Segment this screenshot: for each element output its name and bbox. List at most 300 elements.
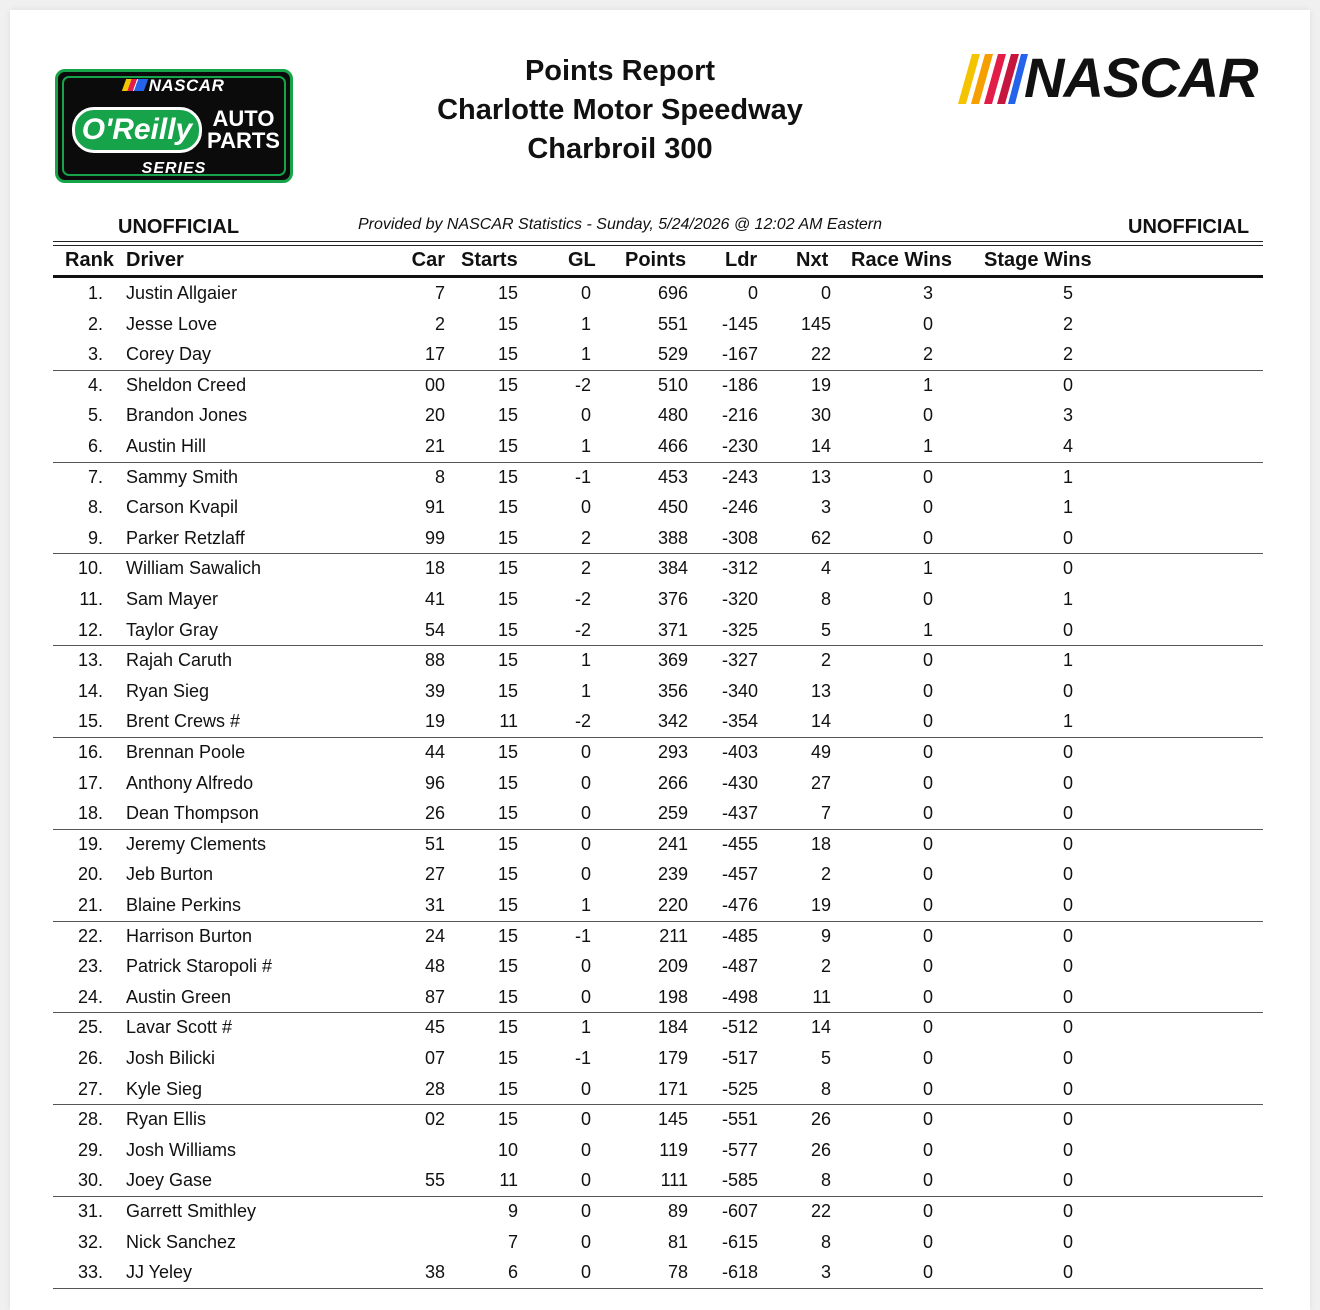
cell-gl: -2 (574, 619, 591, 640)
cell-stage-wins: 1 (1062, 589, 1073, 609)
cell-race-wins: 2 (922, 344, 933, 365)
cell-car: 18 (424, 558, 445, 579)
cell-gl: -2 (574, 711, 591, 732)
col-stage-wins: Stage Wins (984, 249, 1092, 271)
cell-rank: 8. (87, 497, 103, 518)
col-nxt: Nxt (796, 249, 829, 271)
cell-points: 293 (657, 742, 688, 762)
cell-points: 369 (657, 650, 688, 671)
cell-points: 342 (657, 711, 688, 732)
cell-stage-wins: 0 (1062, 558, 1073, 579)
cell-stage-wins: 0 (1062, 680, 1073, 701)
cell-stage-wins: 4 (1062, 436, 1073, 456)
table-row (53, 584, 1263, 615)
cell-starts: 15 (497, 436, 518, 456)
cell-ldr: -607 (721, 1201, 758, 1221)
table-row (53, 615, 1263, 647)
table-row (53, 462, 1263, 493)
cell-nxt: 8 (820, 1078, 831, 1099)
cell-driver: Ryan Ellis (126, 1109, 207, 1130)
report-title: Points Report (524, 55, 716, 87)
cell-car: 88 (424, 650, 445, 671)
table-row (53, 951, 1263, 982)
cell-race-wins: 0 (922, 895, 933, 915)
cell-driver: Harrison Burton (126, 925, 253, 946)
cell-car: 07 (424, 1048, 445, 1068)
cell-ldr: -577 (721, 1139, 758, 1160)
cell-car: 39 (424, 680, 445, 701)
cell-stage-wins: 2 (1062, 344, 1073, 365)
cell-driver: Austin Green (126, 986, 232, 1007)
cell-points: 510 (657, 374, 688, 395)
cell-gl: 0 (580, 1109, 591, 1130)
cell-driver: Josh Williams (126, 1139, 237, 1160)
table-header (53, 247, 1263, 278)
cell-nxt: 4 (820, 558, 831, 579)
cell-race-wins: 0 (922, 711, 933, 732)
cell-gl: 0 (580, 742, 591, 762)
cell-driver: Justin Allgaier (126, 283, 238, 303)
cell-driver: Brandon Jones (126, 405, 248, 426)
cell-driver: Josh Bilicki (126, 1048, 216, 1068)
cell-car: 28 (424, 1078, 445, 1099)
logo-nascar-text: NASCAR (148, 76, 225, 95)
cell-starts: 15 (497, 680, 518, 701)
cell-race-wins: 0 (922, 803, 933, 824)
cell-points: 529 (657, 344, 688, 365)
cell-starts: 15 (497, 344, 518, 365)
cell-race-wins: 0 (922, 772, 933, 793)
cell-points: 259 (657, 803, 688, 824)
cell-points: 356 (657, 680, 688, 701)
cell-race-wins: 0 (922, 589, 933, 609)
cell-gl: 0 (580, 803, 591, 824)
cell-stage-wins: 0 (1062, 1201, 1073, 1221)
cell-gl: 2 (580, 527, 591, 548)
cell-race-wins: 0 (922, 1078, 933, 1099)
cell-rank: 12. (77, 619, 103, 640)
cell-driver: Brent Crews # (126, 711, 241, 732)
cell-points: 220 (657, 895, 688, 915)
cell-nxt: 13 (810, 466, 831, 487)
cell-race-wins: 0 (922, 466, 933, 487)
cell-rank: 30. (77, 1170, 103, 1191)
cell-starts: 11 (499, 711, 518, 732)
cell-car: 2 (434, 313, 445, 334)
cell-starts: 15 (497, 466, 518, 487)
col-race-wins: Race Wins (851, 249, 952, 271)
cell-race-wins: 0 (922, 1201, 933, 1221)
cell-starts: 15 (497, 803, 518, 824)
table-row (53, 339, 1263, 371)
cell-starts: 15 (497, 772, 518, 793)
table-row (53, 523, 1263, 555)
cell-starts: 15 (497, 558, 518, 579)
cell-stage-wins: 0 (1062, 1231, 1073, 1252)
table-row (53, 859, 1263, 890)
cell-starts: 9 (507, 1201, 518, 1221)
cell-rank: 24. (77, 986, 103, 1007)
cell-stage-wins: 5 (1062, 283, 1073, 303)
cell-points: 81 (667, 1231, 688, 1252)
cell-car: 31 (424, 895, 445, 915)
cell-nxt: 14 (810, 711, 831, 732)
cell-stage-wins: 0 (1062, 1048, 1073, 1068)
cell-rank: 9. (87, 527, 103, 548)
table-row (53, 492, 1263, 523)
cell-driver: Patrick Staropoli # (126, 956, 273, 977)
cell-stage-wins: 0 (1062, 956, 1073, 977)
cell-driver: Sam Mayer (126, 589, 219, 609)
points-report-page (10, 10, 1310, 1310)
col-car: Car (411, 249, 445, 271)
cell-starts: 15 (497, 650, 518, 671)
cell-race-wins: 0 (922, 833, 933, 854)
cell-ldr: -312 (721, 558, 758, 579)
cell-nxt: 8 (820, 589, 831, 609)
cell-gl: 1 (580, 680, 591, 701)
cell-car: 45 (424, 1017, 445, 1038)
cell-starts: 15 (497, 1078, 518, 1099)
cell-race-wins: 0 (922, 864, 933, 885)
cell-car: 02 (424, 1109, 445, 1130)
cell-car: 26 (424, 803, 445, 824)
cell-driver: Taylor Gray (126, 619, 219, 640)
cell-starts: 15 (497, 742, 518, 762)
table-row (53, 1165, 1263, 1197)
table-row (53, 1074, 1263, 1106)
cell-rank: 10. (77, 558, 103, 579)
cell-starts: 15 (497, 589, 518, 609)
cell-points: 179 (657, 1048, 688, 1068)
cell-rank: 31. (77, 1201, 103, 1221)
provided-by-line: Provided by NASCAR Statistics - Sunday, 5/24/2026 @ 12:02 AM Eastern (357, 216, 883, 233)
table-row (53, 645, 1263, 676)
cell-ldr: -457 (721, 864, 758, 885)
cell-starts: 7 (507, 1231, 518, 1252)
cell-car: 87 (424, 986, 445, 1007)
cell-nxt: 22 (810, 1201, 831, 1221)
header-rule-2 (53, 245, 1263, 246)
cell-race-wins: 0 (922, 925, 933, 946)
race-name: Charbroil 300 (527, 133, 713, 165)
cell-gl: 0 (580, 1139, 591, 1160)
cell-race-wins: 0 (922, 1139, 933, 1160)
cell-driver: Austin Hill (126, 436, 207, 456)
table-row (53, 890, 1263, 922)
logo-oreilly-text: O'Reilly (72, 107, 202, 153)
cell-ldr: -476 (721, 895, 758, 915)
cell-rank: 3. (87, 344, 103, 365)
cell-stage-wins: 0 (1062, 772, 1073, 793)
cell-race-wins: 0 (922, 742, 933, 762)
cell-nxt: 30 (810, 405, 831, 426)
cell-stage-wins: 0 (1062, 986, 1073, 1007)
cell-nxt: 22 (810, 344, 831, 365)
cell-points: 376 (657, 589, 688, 609)
cell-gl: 2 (580, 558, 591, 579)
table-row (53, 278, 1263, 309)
cell-driver: Brennan Poole (126, 742, 246, 762)
cell-car: 21 (424, 436, 445, 456)
cell-rank: 27. (77, 1078, 103, 1099)
table-row (53, 676, 1263, 707)
cell-ldr: -618 (721, 1262, 758, 1283)
cell-car: 54 (424, 619, 445, 640)
cell-gl: 0 (580, 1201, 591, 1221)
report-title-block (390, 52, 850, 169)
cell-race-wins: 0 (922, 1231, 933, 1252)
cell-race-wins: 0 (922, 497, 933, 518)
cell-nxt: 0 (820, 283, 831, 303)
cell-race-wins: 1 (922, 619, 933, 640)
cell-rank: 19. (77, 833, 103, 854)
cell-gl: 0 (580, 864, 591, 885)
table-row (53, 1196, 1263, 1227)
cell-points: 388 (657, 527, 688, 548)
cell-starts: 6 (507, 1262, 518, 1283)
cell-rank: 28. (77, 1109, 103, 1130)
cell-driver: Carson Kvapil (126, 497, 239, 518)
cell-gl: 0 (580, 405, 591, 426)
cell-starts: 15 (497, 986, 518, 1007)
cell-nxt: 3 (820, 497, 831, 518)
cell-nxt: 18 (810, 833, 831, 854)
cell-points: 551 (657, 313, 688, 334)
cell-gl: 0 (580, 986, 591, 1007)
cell-driver: Sammy Smith (126, 466, 239, 487)
cell-starts: 15 (497, 1109, 518, 1130)
cell-gl: -2 (574, 589, 591, 609)
cell-car: 55 (424, 1170, 445, 1191)
cell-stage-wins: 0 (1062, 833, 1073, 854)
cell-driver: Sheldon Creed (126, 374, 247, 395)
table-row (53, 798, 1263, 830)
cell-car: 41 (424, 589, 445, 609)
cell-ldr: -485 (721, 925, 758, 946)
col-gl: GL (568, 249, 596, 271)
cell-car: 48 (424, 956, 445, 977)
cell-ldr: -512 (721, 1017, 758, 1038)
cell-driver: Anthony Alfredo (126, 772, 254, 793)
cell-rank: 6. (87, 436, 103, 456)
cell-points: 239 (657, 864, 688, 885)
cell-gl: -1 (574, 1048, 591, 1068)
cell-nxt: 2 (820, 864, 831, 885)
cell-gl: 0 (580, 1231, 591, 1252)
cell-ldr: -615 (721, 1231, 758, 1252)
cell-ldr: 0 (747, 283, 758, 303)
col-starts: Starts (461, 249, 518, 271)
cell-rank: 1. (87, 283, 103, 303)
cell-starts: 15 (497, 956, 518, 977)
cell-nxt: 145 (800, 313, 831, 334)
table-row (53, 706, 1263, 738)
cell-points: 78 (667, 1262, 688, 1283)
cell-driver: Blaine Perkins (126, 895, 242, 915)
cell-gl: 0 (580, 283, 591, 303)
cell-stage-wins: 0 (1062, 1262, 1073, 1283)
cell-race-wins: 1 (922, 558, 933, 579)
cell-points: 480 (657, 405, 688, 426)
cell-ldr: -320 (721, 589, 758, 609)
cell-points: 384 (657, 558, 688, 579)
table-row (53, 309, 1263, 340)
cell-points: 211 (659, 925, 688, 946)
cell-gl: -1 (574, 925, 591, 946)
cell-stage-wins: 0 (1062, 619, 1073, 640)
cell-nxt: 26 (810, 1109, 831, 1130)
cell-nxt: 5 (820, 619, 831, 640)
cell-driver: Corey Day (126, 344, 212, 365)
cell-points: 266 (657, 772, 688, 793)
cell-car: 19 (424, 711, 445, 732)
cell-rank: 4. (87, 374, 103, 395)
cell-ldr: -585 (721, 1170, 758, 1191)
cell-race-wins: 0 (922, 1017, 933, 1038)
cell-race-wins: 0 (922, 680, 933, 701)
cell-stage-wins: 0 (1062, 1139, 1073, 1160)
cell-rank: 22. (77, 925, 103, 946)
unofficial-label-right: UNOFFICIAL (1128, 216, 1250, 238)
table-row (53, 921, 1263, 952)
cell-driver: William Sawalich (126, 558, 262, 579)
cell-points: 696 (657, 283, 688, 303)
cell-stage-wins: 0 (1062, 1078, 1073, 1099)
cell-starts: 15 (497, 283, 518, 303)
cell-nxt: 8 (820, 1170, 831, 1191)
track-name: Charlotte Motor Speedway (437, 94, 803, 126)
cell-nxt: 2 (820, 956, 831, 977)
cell-driver: Parker Retzlaff (126, 527, 245, 548)
cell-ldr: -327 (721, 650, 758, 671)
cell-stage-wins: 0 (1062, 1017, 1073, 1038)
logo-parts-text: PARTS (207, 128, 280, 153)
cell-points: 209 (657, 956, 688, 977)
cell-race-wins: 0 (922, 527, 933, 548)
cell-car: 17 (424, 344, 445, 365)
cell-stage-wins: 0 (1062, 925, 1073, 946)
cell-race-wins: 0 (922, 650, 933, 671)
cell-nxt: 7 (820, 803, 831, 824)
cell-starts: 15 (497, 864, 518, 885)
cell-car: 24 (424, 925, 445, 946)
logo-auto-text: AUTO (212, 106, 275, 131)
cell-ldr: -216 (721, 405, 758, 426)
table-row (53, 737, 1263, 768)
table-row (53, 768, 1263, 799)
cell-gl: 0 (580, 497, 591, 518)
cell-nxt: 19 (810, 374, 831, 395)
cell-car: 96 (424, 772, 445, 793)
cell-starts: 10 (497, 1139, 518, 1160)
nascar-logo (958, 46, 1258, 110)
cell-rank: 14. (77, 680, 103, 701)
oreilly-series-logo (55, 69, 293, 183)
cell-stage-wins: 1 (1062, 466, 1073, 487)
col-rank: Rank (65, 249, 114, 271)
cell-driver: Garrett Smithley (126, 1201, 257, 1221)
cell-starts: 15 (497, 405, 518, 426)
cell-stage-wins: 0 (1062, 527, 1073, 548)
table-row (53, 1043, 1263, 1074)
nascar-wordmark: NASCAR (1024, 46, 1258, 109)
cell-ldr: -487 (721, 956, 758, 977)
cell-points: 184 (657, 1017, 688, 1038)
cell-points: 145 (657, 1109, 688, 1130)
cell-stage-wins: 0 (1062, 742, 1073, 762)
cell-gl: 0 (580, 956, 591, 977)
cell-driver: JJ Yeley (126, 1262, 193, 1283)
cell-starts: 15 (497, 527, 518, 548)
cell-ldr: -430 (721, 772, 758, 793)
cell-nxt: 14 (810, 1017, 831, 1038)
cell-ldr: -167 (721, 344, 758, 365)
cell-ldr: -551 (721, 1109, 758, 1130)
cell-rank: 13. (77, 650, 103, 671)
cell-stage-wins: 3 (1062, 405, 1073, 426)
cell-nxt: 8 (820, 1231, 831, 1252)
cell-stage-wins: 1 (1062, 497, 1073, 518)
cell-ldr: -340 (721, 680, 758, 701)
cell-driver: Jesse Love (126, 313, 218, 334)
cell-stage-wins: 0 (1062, 803, 1073, 824)
cell-stage-wins: 2 (1062, 313, 1073, 334)
cell-gl: 0 (580, 1262, 591, 1283)
table-row (53, 400, 1263, 431)
cell-race-wins: 1 (922, 374, 933, 395)
table-row (53, 1227, 1263, 1258)
cell-ldr: -145 (721, 313, 758, 334)
cell-gl: 0 (580, 1170, 591, 1191)
cell-driver: Jeb Burton (126, 864, 214, 885)
cell-rank: 7. (87, 466, 103, 487)
logo-series-text: SERIES (141, 160, 207, 177)
cell-gl: 1 (580, 436, 591, 456)
cell-rank: 2. (87, 313, 103, 334)
cell-driver: Ryan Sieg (126, 680, 210, 701)
cell-nxt: 13 (810, 680, 831, 701)
cell-starts: 15 (497, 1017, 518, 1038)
cell-gl: 0 (580, 833, 591, 854)
cell-race-wins: 0 (922, 1109, 933, 1130)
cell-stage-wins: 0 (1062, 895, 1073, 915)
col-points: Points (625, 249, 687, 271)
header-rule (53, 241, 1263, 242)
cell-ldr: -308 (721, 527, 758, 548)
cell-driver: Joey Gase (126, 1170, 213, 1191)
cell-gl: 0 (580, 772, 591, 793)
cell-starts: 15 (497, 497, 518, 518)
cell-starts: 15 (497, 895, 518, 915)
cell-ldr: -246 (721, 497, 758, 518)
cell-race-wins: 0 (922, 313, 933, 334)
cell-gl: 1 (580, 344, 591, 365)
cell-nxt: 62 (810, 527, 831, 548)
cell-points: 171 (657, 1078, 688, 1099)
cell-starts: 15 (497, 374, 518, 395)
cell-car: 91 (424, 497, 445, 518)
cell-rank: 26. (77, 1048, 103, 1068)
cell-rank: 33. (77, 1262, 103, 1283)
cell-ldr: -403 (721, 742, 758, 762)
cell-race-wins: 0 (922, 956, 933, 977)
table-row (53, 1135, 1263, 1166)
cell-gl: -2 (574, 374, 591, 395)
cell-ldr: -243 (721, 466, 758, 487)
cell-points: 198 (657, 986, 688, 1007)
col-driver: Driver (126, 249, 184, 271)
